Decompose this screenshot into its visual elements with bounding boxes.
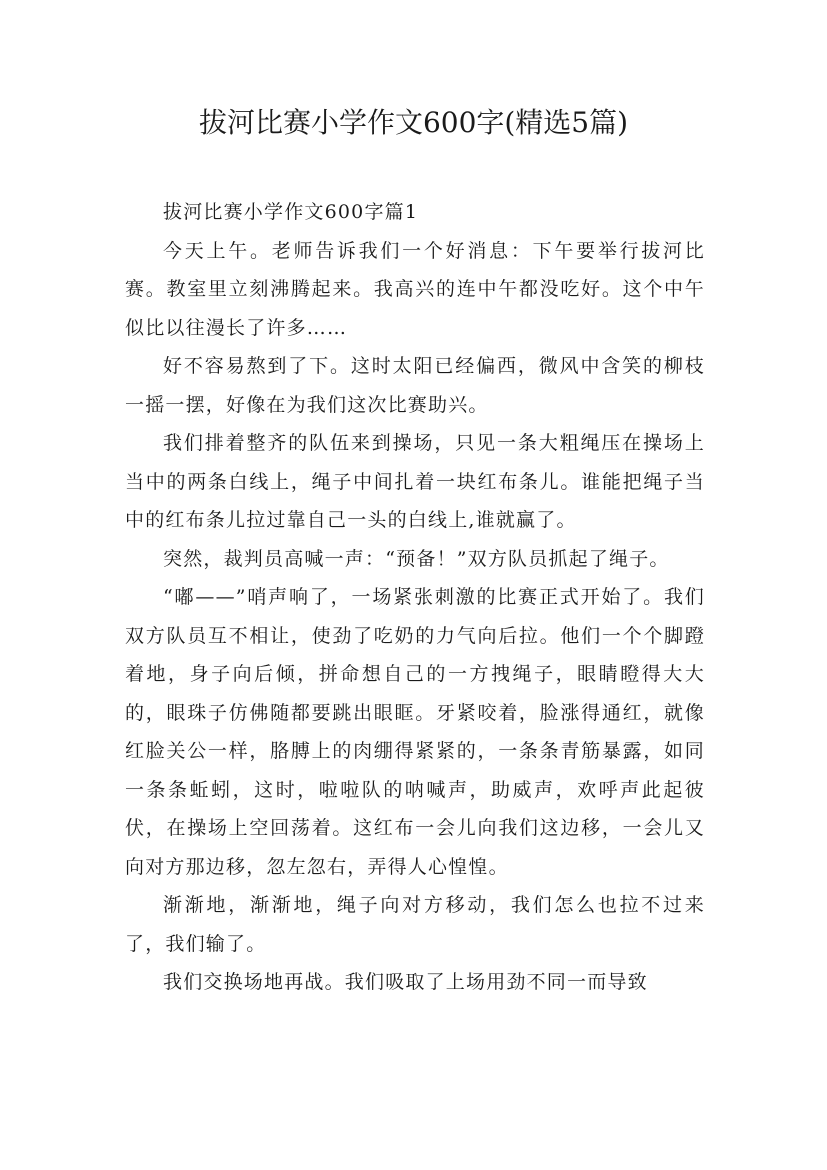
paragraph-7: 我们交换场地再战。我们吸取了上场用劲不同一而导致: [163, 971, 648, 993]
paragraph-6: 渐渐地，渐渐地，绳子向对方移动，我们怎么也拉不过来了，我们输了。: [125, 894, 705, 955]
paragraph-2: 好不容易熬到了下。这时太阳已经偏西，微风中含笑的柳枝一摇一摆，好像在为我们这次比赛助兴。: [125, 355, 705, 416]
paragraph-4: 突然，裁判员高喊一声：“预备！”双方队员抓起了绳子。: [163, 547, 670, 570]
document-title: 拔河比赛小学作文600字(精选5篇): [198, 106, 629, 139]
document-body: [125, 193, 705, 1002]
paragraph-1: 今天上午。老师告诉我们一个好消息：下午要举行拔河比赛。教室里立刻沸腾起来。我高兴的连中午都没吃好。这个中午似比以往漫长了许多……: [125, 239, 705, 339]
paragraph-5: “嘟——”哨声响了，一场紧张刺激的比赛正式开始了。我们双方队员互不相让，使劲了吃奶的力气向后拉。他们一个个脚蹬着地，身子向后倾，拼命想自己的一方拽绳子，眼睛瞪得大大的，眼珠子仿佛随都要跳出眼眶。牙紧咬着，脸涨得通红，就像红脸关公一样，胳膊上的肉绷得紧紧的，一条条青筋暴露，如同一条条蚯蚓，这时，啦啦队的呐喊声，助威声，欢呼声此起彼伏，在操场上空回荡着。这红布一会儿向我们这边移，一会儿又向对方那边移，忽左忽右，弄得人心惶惶。: [125, 586, 705, 878]
paragraph-3: 我们排着整齐的队伍来到操场，只见一条大粗绳压在操场上当中的两条白线上，绳子中间扎着一块红布条儿。谁能把绳子当中的红布条儿拉过靠自己一头的白线上,谁就赢了。: [125, 432, 705, 531]
section-heading: 拔河比赛小学作文600字篇1: [163, 201, 419, 223]
